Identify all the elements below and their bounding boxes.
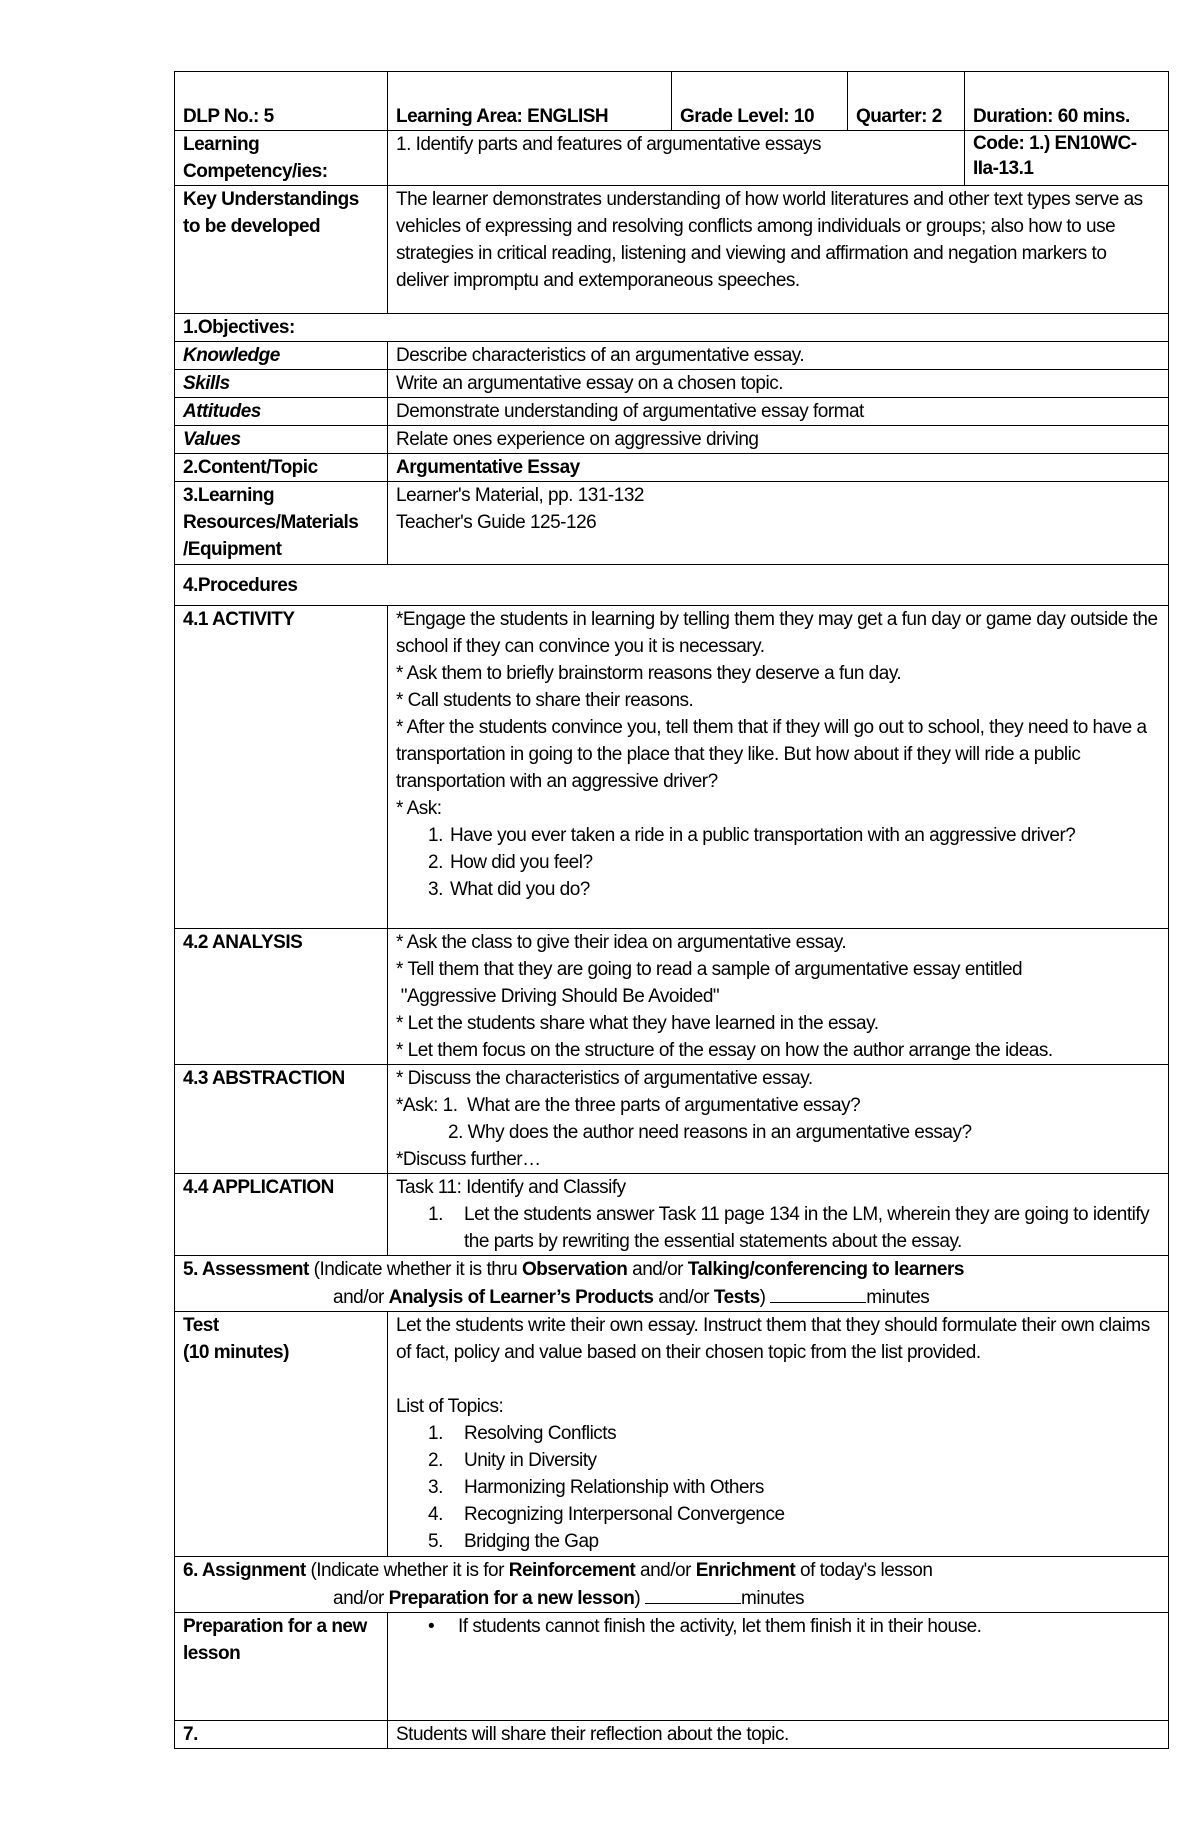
reflection-row <box>175 1721 1169 1749</box>
competency-code: Code: 1.) EN10WC-IIa-13.1 <box>965 131 1169 186</box>
reflection-label: 7. <box>175 1721 388 1749</box>
key-understandings-text: The learner demonstrates understanding of how world literatures and other text types serve as vehicles of expressing and resolving conflicts among individuals or groups; also how to use strategies in critical reading, listening and viewing and affirmation and negation markers to deliver impromptu and extemporaneous speeches. <box>388 186 1169 314</box>
activity-line: * Ask them to briefly brainstorm reasons they deserve a fun day. <box>396 663 902 684</box>
test-text <box>388 1312 1169 1557</box>
topic-item: 4. Recognizing Interpersonal Convergence <box>428 1504 785 1525</box>
analysis-line: * Ask the class to give their idea on argumentative essay. <box>396 932 847 953</box>
attitudes-row <box>175 398 1169 426</box>
analysis-line: "Aggressive Driving Should Be Avoided" <box>396 986 720 1007</box>
application-label: 4.4 APPLICATION <box>175 1174 388 1256</box>
application-line: Task 11: Identify and Classify <box>396 1177 626 1198</box>
resources-line-2: Teacher's Guide 125-126 <box>396 512 597 533</box>
minutes-blank <box>645 1584 741 1604</box>
analysis-line: * Tell them that they are going to read a sample of argumentative essay entitled <box>396 959 1023 980</box>
test-instructions: Let the students write their own essay. Instruct them that they should formulate their own claims of fact, policy and value based on their chosen topic from the list provided. <box>396 1315 1150 1363</box>
topic-item: 3. Harmonizing Relationship with Others <box>428 1477 764 1498</box>
application-row <box>175 1174 1169 1256</box>
resources-label: 3.Learning Resources/Materials /Equipment <box>175 482 388 565</box>
activity-question: 2. How did you feel? <box>428 852 593 873</box>
knowledge-label: Knowledge <box>175 342 388 370</box>
topic-item: 2. Unity in Diversity <box>428 1450 597 1471</box>
header-row <box>175 72 1169 131</box>
knowledge-row <box>175 342 1169 370</box>
assignment-text: 6. Assignment (Indicate whether it is for Reinforcement and/or Enrichment of today's lesson and/or Preparation for a new lesson) minutes <box>175 1557 1169 1613</box>
assessment-row <box>175 1256 1169 1312</box>
application-item: 1. Let the students answer Task 11 page 134 in the LM, wherein they are going to identify the parts by rewriting the essential statements about the essay. <box>428 1204 1150 1252</box>
competency-text: 1. Identify parts and features of argumentative essays <box>388 131 965 186</box>
dlp-table <box>174 71 1169 1749</box>
key-understandings-row <box>175 186 1169 314</box>
knowledge-text: Describe characteristics of an argumentative essay. <box>388 342 1169 370</box>
resources-row <box>175 482 1169 565</box>
assessment-heading: 5. Assessment <box>183 1259 309 1280</box>
assessment-text: 5. Assessment (Indicate whether it is thru Observation and/or Talking/conferencing to learners and/or Analysis of Learner’s Products and/or Tests) minutes <box>175 1256 1169 1312</box>
key-understandings-label: Key Understandings to be developed <box>175 186 388 314</box>
objectives-label: 1.Objectives: <box>175 314 1169 342</box>
activity-line: * Ask: <box>396 798 442 819</box>
procedures-label: 4.Procedures <box>175 565 1169 606</box>
skills-label: Skills <box>175 370 388 398</box>
topic-item: 1. Resolving Conflicts <box>428 1423 617 1444</box>
grade-level: Grade Level: 10 <box>672 72 848 131</box>
activity-label: 4.1 ACTIVITY <box>175 606 388 929</box>
abstraction-label: 4.3 ABSTRACTION <box>175 1065 388 1174</box>
abstraction-line: *Ask: 1. What are the three parts of argumentative essay? <box>396 1095 861 1116</box>
activity-line: * Call students to share their reasons. <box>396 690 694 711</box>
content-row <box>175 454 1169 482</box>
abstraction-line: 2. Why does the author need reasons in an argumentative essay? <box>448 1122 972 1143</box>
quarter: Quarter: 2 <box>848 72 965 131</box>
activity-line: * After the students convince you, tell them that if they will go out to school, they need to have a transportation in going to the place that they like. But how about if they will ride a public transportation with an aggressive driver? <box>396 717 1147 792</box>
activity-line: *Engage the students in learning by telling them they may get a fun day or game day outside the school if they can convince you it is necessary. <box>396 609 1158 657</box>
analysis-row <box>175 929 1169 1065</box>
abstraction-line: * Discuss the characteristics of argumentative essay. <box>396 1068 813 1089</box>
preparation-row <box>175 1613 1169 1721</box>
activity-text <box>388 606 1169 929</box>
test-row <box>175 1312 1169 1557</box>
preparation-label: Preparation for a new lesson <box>175 1613 388 1721</box>
abstraction-line: *Discuss further… <box>396 1149 541 1170</box>
learning-area: Learning Area: ENGLISH <box>388 72 672 131</box>
activity-question: 3. What did you do? <box>428 879 590 900</box>
skills-text: Write an argumentative essay on a chosen topic. <box>388 370 1169 398</box>
competency-label: Learning Competency/ies: <box>175 131 388 186</box>
minutes-blank <box>770 1283 866 1303</box>
values-label: Values <box>175 426 388 454</box>
reflection-text: Students will share their reflection about the topic. <box>388 1721 1169 1749</box>
resources-line-1: Learner's Material, pp. 131-132 <box>396 485 644 506</box>
abstraction-text <box>388 1065 1169 1174</box>
values-text: Relate ones experience on aggressive driving <box>388 426 1169 454</box>
attitudes-label: Attitudes <box>175 398 388 426</box>
analysis-line: * Let them focus on the structure of the essay on how the author arrange the ideas. <box>396 1040 1053 1061</box>
analysis-text <box>388 929 1169 1065</box>
procedures-row <box>175 565 1169 606</box>
activity-row <box>175 606 1169 929</box>
test-label: Test (10 minutes) <box>175 1312 388 1557</box>
resources-text <box>388 482 1169 565</box>
skills-row <box>175 370 1169 398</box>
values-row <box>175 426 1169 454</box>
dlp-number: DLP No.: 5 <box>175 72 388 131</box>
assignment-heading: 6. Assignment <box>183 1560 306 1581</box>
content-label: 2.Content/Topic <box>175 454 388 482</box>
abstraction-row <box>175 1065 1169 1174</box>
bullet-icon: • <box>428 1616 435 1637</box>
activity-question: 1. Have you ever taken a ride in a public transportation with an aggressive driver? <box>428 825 1076 846</box>
application-text <box>388 1174 1169 1256</box>
preparation-text: • If students cannot finish the activity, let them finish it in their house. <box>388 1613 1169 1721</box>
topic-item: 5. Bridging the Gap <box>428 1531 599 1552</box>
content-text: Argumentative Essay <box>388 454 1169 482</box>
duration: Duration: 60 mins. <box>965 72 1169 131</box>
competency-row <box>175 131 1169 186</box>
objectives-heading-row <box>175 314 1169 342</box>
analysis-label: 4.2 ANALYSIS <box>175 929 388 1065</box>
analysis-line: * Let the students share what they have learned in the essay. <box>396 1013 879 1034</box>
attitudes-text: Demonstrate understanding of argumentative essay format <box>388 398 1169 426</box>
topics-label: List of Topics: <box>396 1396 504 1417</box>
assignment-row <box>175 1557 1169 1613</box>
